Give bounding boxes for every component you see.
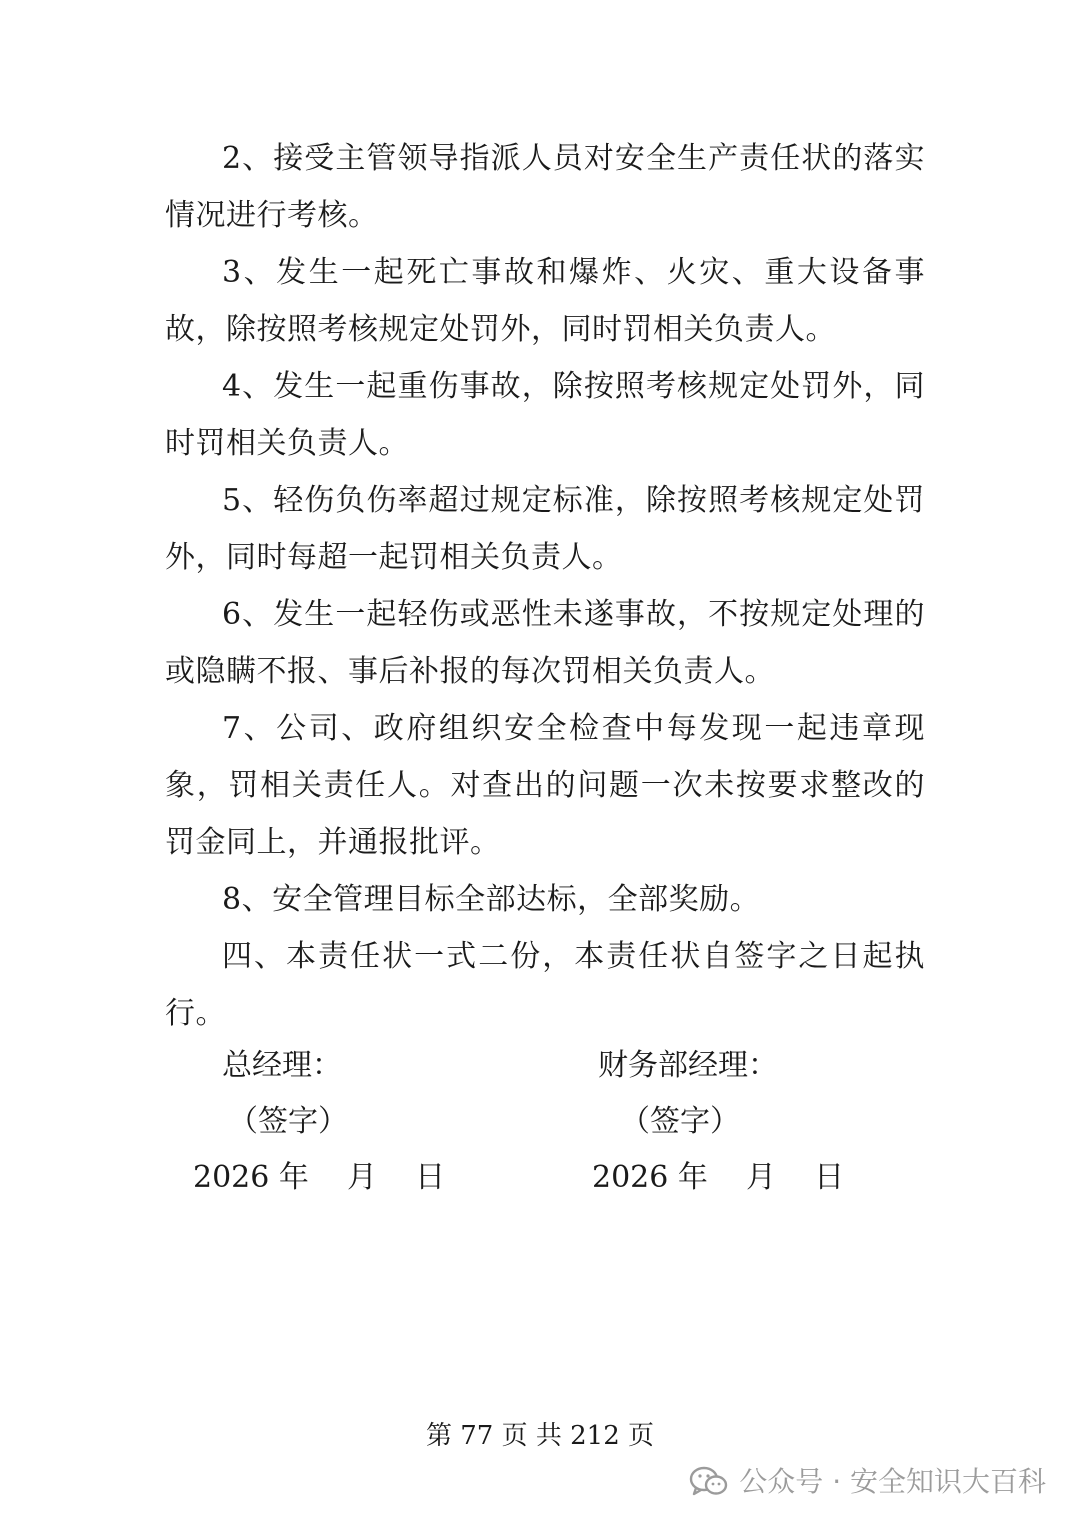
finance-manager-sign: （签字） <box>620 1104 740 1139</box>
paragraph-item-2: 2、接受主管领导指派人员对安全生产责任状的落实情况进行考核。 <box>165 141 925 233</box>
page-number: 第 77 页 共 212 页 <box>425 1421 655 1451</box>
wechat-icon <box>689 1465 729 1499</box>
finance-manager-title: 财务部经理： <box>598 1048 778 1083</box>
general-manager-title: 总经理： <box>222 1048 342 1083</box>
paragraph-item-6: 6、发生一起轻伤或恶性未遂事故，不按规定处理的或隐瞒不报、事后补报的每次罚相关负责人。 <box>165 597 925 689</box>
paragraph-section-4: 四、本责任状一式二份，本责任状自签字之日起执行。 <box>165 939 925 1031</box>
paragraph-item-3: 3、发生一起死亡事故和爆炸、火灾、重大设备事故，除按照考核规定处罚外，同时罚相关负责人。 <box>165 255 925 347</box>
paragraph-item-4: 4、发生一起重伤事故，除按照考核规定处罚外，同时罚相关负责人。 <box>165 369 925 461</box>
paragraph-item-7: 7、公司、政府组织安全检查中每发现一起违章现象，罚相关责任人。对查出的问题一次未按要求整改的罚金同上，并通报批评。 <box>165 711 925 860</box>
general-manager-date: 2026 年 月 日 <box>193 1160 446 1195</box>
paragraph-item-8: 8、安全管理目标全部达标，全部奖励。 <box>222 882 761 917</box>
document-body <box>165 130 925 1042</box>
watermark-text: 公众号 · 安全知识大百科 <box>739 1465 1046 1498</box>
general-manager-sign: （签字） <box>228 1104 348 1139</box>
paragraph-item-5: 5、轻伤负伤率超过规定标准，除按照考核规定处罚外，同时每超一起罚相关负责人。 <box>165 483 925 575</box>
watermark <box>689 1460 1046 1504</box>
finance-manager-date: 2026 年 月 日 <box>592 1160 845 1195</box>
